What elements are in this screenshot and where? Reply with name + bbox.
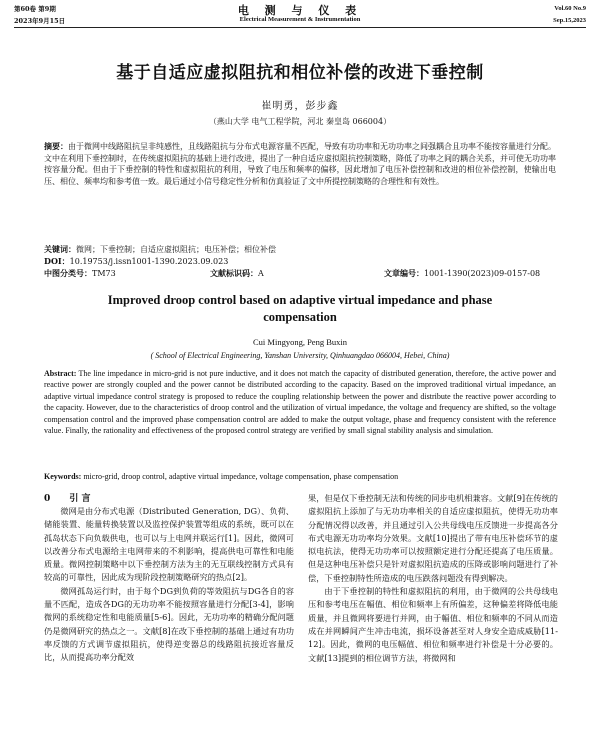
journal-name: 电 测 与 仪 表 xyxy=(237,4,363,17)
article-number xyxy=(384,268,540,280)
body-left-column xyxy=(44,505,294,665)
article-number-value: 1001-1390(2023)09-0157-08 xyxy=(424,269,541,278)
section-number: 0 xyxy=(44,494,51,504)
keywords-en-text: micro-grid, droop control, adaptive virtual impedance, voltage compensation, phase compensation xyxy=(83,472,399,481)
title-en: Improved droop control based on adaptive virtual impedance and phase compensation xyxy=(107,293,493,324)
abstract-zh-text: 由于微网中线路阻抗呈非纯感性，且线路阻抗与分布式电源容量不匹配，导致有功功率和无功功率之间强耦合且功率不能按容量进行分配。文中在利用下垂控制时，在传统虚拟阻抗的基础上进行改进，提出了一种自适应虚拟阻抗控制策略，降低了功率之间的耦合关系，并可使无功功率按容量分配。但由于下垂控制的特性和虚拟阻抗的利用，导致了电压和频率的偏移，因此增加了电压补偿控制和改进的相位补偿控制，使输出电压、相位、频率均和参考值一致。最后通过小信号稳定性分析和仿真验证了文中所提控制策略的合理性和有效性。 xyxy=(44,142,556,186)
header-rule xyxy=(14,27,586,28)
abstract-zh-label: 摘要： xyxy=(44,141,68,151)
authors-en: Cui Mingyong, Peng Buxin xyxy=(253,337,347,347)
title-zh: 基于自适应虚拟阻抗和相位补偿的改进下垂控制 xyxy=(116,63,484,83)
affiliation-en: ( School of Electrical Engineering, Yanshan University, Qinhuangdao 066004, Hebei, China) xyxy=(150,351,450,360)
doi-text: 10.19753/j.issn1001-1390.2023.09.023 xyxy=(69,257,229,266)
affiliation-zh: （燕山大学 电气工程学院，河北 秦皇岛 066004） xyxy=(208,117,392,126)
section-title: 引 言 xyxy=(69,494,91,504)
doi xyxy=(44,256,228,268)
abstract-zh xyxy=(44,141,556,187)
body-right-column xyxy=(308,492,558,665)
abstract-en xyxy=(44,368,556,436)
keywords-zh-text: 微网；下垂控制；自适应虚拟阻抗；电压补偿；相位补偿 xyxy=(76,245,276,254)
article-number-label: 文章编号： xyxy=(384,268,424,278)
header-date: 2023年9月15日 xyxy=(14,17,66,25)
abstract-en-label: Abstract: xyxy=(44,369,77,378)
authors-zh: 崔明勇，彭步鑫 xyxy=(261,101,339,112)
keywords-zh-label: 关键词： xyxy=(44,244,76,254)
body-paragraph: 由于下垂控制的特性和虚拟阻抗的利用，由于微网的公共母线电压和参考电压在幅值、相位和频率上有所偏差，这种偏差将降低电能质量，并且微网将要进行并网，由于幅值、相位和频率的不同从而造成在并网瞬间产生冲击电流，损坏设备甚至对人身安全造成威胁[11-12]。因此，微网的电压幅值、相位和频率进行补偿是十分必要的。文献[13]提到的相位调节方法，将微网和 xyxy=(308,586,558,663)
header-date-en: Sep.15,2023 xyxy=(553,17,586,24)
header-volume: 第60卷 第9期 xyxy=(14,5,56,13)
header-volume-en: Vol.60 No.9 xyxy=(554,5,586,12)
clc xyxy=(44,268,116,280)
doc-code-label: 文献标识码： xyxy=(210,268,258,278)
doc-code xyxy=(210,268,264,280)
body-paragraph: 微网是由分布式电源（Distributed Generation, DG）、负荷、储能装置、能量转换装置以及监控保护装置等组成的系统，既可以在孤岛状态下向负载供电，也可以与上电网并联运行[1]。因此，微网可以改善分布式电源给主电网带来的不利影响，提高供电可靠性和电能质量。微网控制策略中以下垂控制方法为主的无互联线控制方式具有较高的可靠性，因此成为现阶段控制策略研究的热点[2]。 xyxy=(44,506,294,583)
clc-value: TM73 xyxy=(92,269,116,278)
keywords-en xyxy=(44,471,398,483)
keywords-en-label: Keywords: xyxy=(44,472,82,481)
keywords-zh xyxy=(44,244,276,256)
clc-label: 中图分类号： xyxy=(44,268,92,278)
journal-name-en: Electrical Measurement & Instrumentation xyxy=(239,16,361,23)
body-paragraph: 果，但是仅下垂控制无法和传统的同步电机相兼容。文献[9]在传统的虚拟阻抗上添加了与无功功率相关的自适应虚拟阻抗，使得无功功率分配情况得以改善，并且通过引入公共母线电压反馈进一步提高各分布式电源无功功率均分效果。文献[10]提出了带有电压补偿环节的虚拟电抗法，使得无功功率可以按照额定进行分配还提高了电压质量。但是这种电压补偿只是针对虚拟阻抗造成的压降或影响问题进行了补偿，下垂控制特性所造成的电压跌落问题没有得到解决。 xyxy=(308,493,558,583)
doi-label: DOI： xyxy=(44,256,70,266)
section-heading xyxy=(44,491,91,504)
abstract-en-text: The line impedance in micro-grid is not pure inductive, and it does not match the capacity of distributed generation, therefore, the active power and reactive power are strongly coupled and the power cannot be distributed according to the capacity. Based on the improved traditional virtual impedance, an adaptive virtual impedance control strategy is proposed to reduce the coupling relationship between the power and distribute the reactive power according to the capacity. However, due to the characteristics of droop control and the utilization of virtual impedance, the voltage and frequency are shifted, so the voltage compensation control and the improved phase compensation control are added to make the output voltage, phase and frequency consistent with the reference value. Finally, the rationality and effectiveness of the proposed control strategy are verified by small signal stability analysis and simulation. xyxy=(44,369,556,436)
body-paragraph: 微网孤岛运行时，由于每个DG到负荷的等效阻抗与DG各自的容量不匹配，造成各DG的无功功率不能按照容量进行分配[3-4]，影响微网的系统稳定性和电能质量[5-6]。因此，无功功率的精确分配问题仍是微网研究的热点之一。文献[8]在改下垂控制的基础上通过有功功率反馈的方式调节虚拟阻抗，使得逆变器总的线路阻抗接近容量反比，从而提高功率分配效 xyxy=(44,585,294,663)
doc-code-value: A xyxy=(258,269,264,278)
